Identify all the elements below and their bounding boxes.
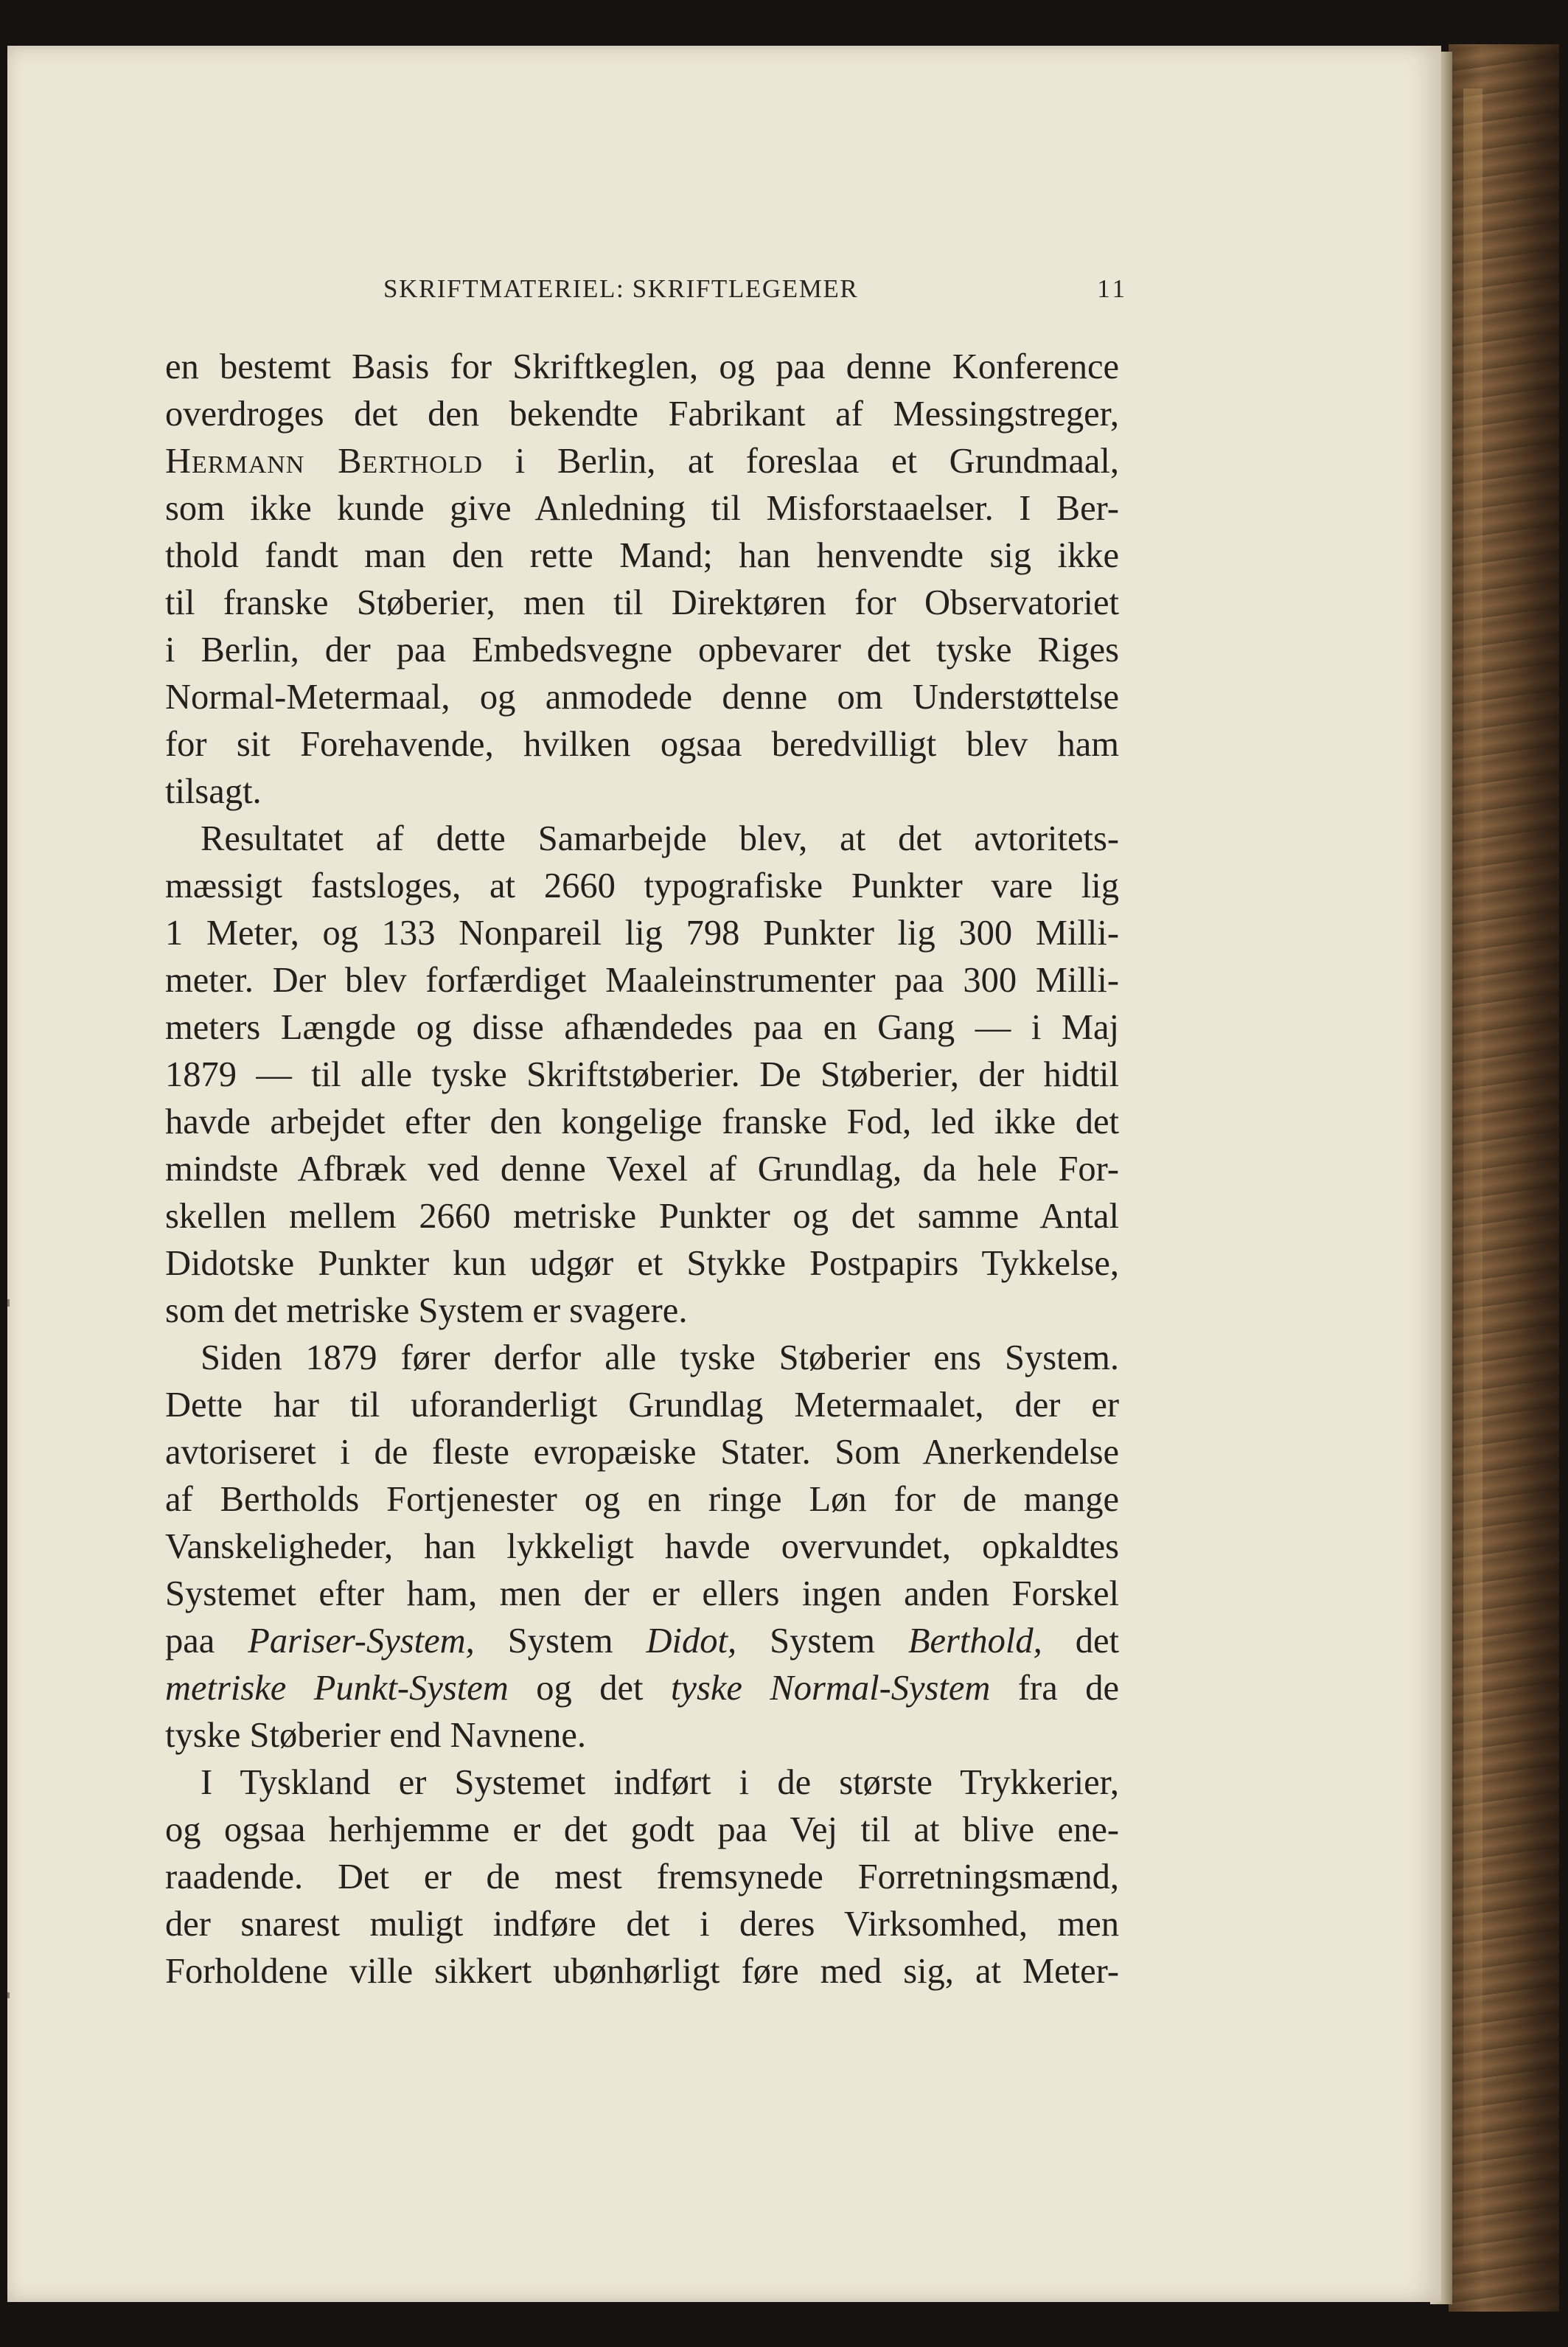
text-segment: mæssigt fastsloges, at 2660 typografiske Punkter vare lig — [165, 866, 1119, 905]
text-segment: thold fandt man den rette Mand; han henvendte sig ikke — [165, 536, 1119, 575]
text-segment: havde arbejdet efter den kongelige franske Fod, led ikke det — [165, 1102, 1119, 1141]
text-segment: I Tyskland er Systemet indført i de største Trykkerier, — [201, 1763, 1119, 1802]
text-line — [165, 721, 1119, 768]
text-line — [165, 1240, 1119, 1287]
text-segment: til franske Støberier, men til Direktøren for Observatoriet — [165, 583, 1119, 622]
text-segment: System — [474, 1621, 647, 1661]
text-segment: og det — [508, 1669, 671, 1708]
text-line — [165, 768, 1119, 816]
text-segment: meter. Der blev forfærdiget Maaleinstrumenter paa 300 Milli- — [165, 961, 1119, 1000]
text-segment: for sit Forehavende, hvilken ogsaa beredvilligt blev ham — [165, 725, 1119, 764]
text-segment: Didotske Punkter kun udgør et Stykke Postpapirs Tykkelse, — [165, 1244, 1119, 1283]
text-segment: Vanskeligheder, han lykkeligt havde overvundet, opkaldtes — [165, 1527, 1119, 1566]
text-segment: System — [736, 1621, 908, 1661]
text-segment: Systemet efter ham, men der er ellers ingen anden Forskel — [165, 1574, 1119, 1613]
text-segment: overdroges det den bekendte Fabrikant af Messingstreger, — [165, 394, 1119, 434]
text-line — [165, 532, 1119, 580]
text-segment: raadende. Det er de mest fremsynede Forretningsmænd, — [165, 1857, 1119, 1896]
text-segment: Hermann Berthold — [165, 442, 484, 481]
text-segment: som det metriske System er svagere. — [165, 1291, 688, 1330]
text-line — [165, 485, 1119, 532]
text-line — [165, 1948, 1119, 1995]
text-line — [165, 957, 1119, 1004]
text-segment: Resultatet af dette Samarbejde blev, at det avtoritets- — [201, 819, 1119, 858]
spine-highlight — [1463, 88, 1482, 2264]
text-line — [165, 1099, 1119, 1146]
running-head-title: SKRIFTMATERIEL: SKRIFTLEGEMER — [383, 274, 859, 303]
text-line — [165, 816, 1119, 863]
text-line — [165, 1854, 1119, 1901]
text-segment: tyske Støberier end Navnene. — [165, 1716, 587, 1755]
text-line — [165, 1051, 1119, 1099]
text-segment: fra de — [990, 1669, 1119, 1708]
text-segment: Berthold, — [907, 1621, 1042, 1661]
text-line — [165, 1287, 1119, 1335]
text-segment: paa — [165, 1621, 248, 1661]
text-line — [165, 1382, 1119, 1429]
text-segment: metriske Punkt-System — [165, 1669, 509, 1708]
text-segment: som ikke kunde give Anledning til Misforstaaelser. I Ber- — [165, 489, 1119, 528]
text-line — [165, 1618, 1119, 1665]
scan-speck — [7, 1992, 10, 1998]
text-segment: tilsagt. — [165, 772, 262, 811]
text-line — [165, 438, 1119, 485]
text-line — [165, 1004, 1119, 1051]
text-segment: Dette har til uforanderligt Grundlag Metermaalet, der er — [165, 1385, 1119, 1425]
text-line — [165, 674, 1119, 721]
text-line — [165, 1665, 1119, 1712]
text-line — [165, 1523, 1119, 1571]
text-line — [165, 1193, 1119, 1240]
text-line — [165, 1335, 1119, 1382]
text-segment: skellen mellem 2660 metriske Punkter og det samme Antal — [165, 1197, 1119, 1236]
text-line — [165, 1759, 1119, 1807]
text-line — [165, 910, 1119, 957]
text-segment: Didot, — [646, 1621, 737, 1661]
text-line — [165, 863, 1119, 910]
text-line — [165, 344, 1119, 391]
text-line — [165, 580, 1119, 627]
text-segment: tyske Normal-System — [670, 1669, 991, 1708]
scan-speck — [7, 1299, 10, 1307]
text-line — [165, 1901, 1119, 1948]
page-number: 11 — [1097, 274, 1128, 303]
text-line — [165, 1476, 1119, 1523]
text-segment: mindste Afbræk ved denne Vexel af Grundlag, da hele For- — [165, 1150, 1119, 1189]
text-segment: Normal-Metermaal, og anmodede denne om Understøttelse — [165, 678, 1119, 717]
text-line — [165, 1429, 1119, 1476]
text-segment: i Berlin, at foreslaa et Grundmaal, — [483, 442, 1119, 481]
text-segment: af Bertholds Fortjenester og en ringe Løn for de mange — [165, 1480, 1119, 1519]
text-segment: det — [1042, 1621, 1119, 1661]
running-head — [383, 274, 1128, 311]
text-segment: 1 Meter, og 133 Nonpareil lig 798 Punkter lig 300 Milli- — [165, 914, 1119, 953]
text-segment: der snarest muligt indføre det i deres Virksomhed, men — [165, 1905, 1119, 1944]
text-line — [165, 1807, 1119, 1854]
text-segment: avtoriseret i de fleste evropæiske Stater. Som Anerkendelse — [165, 1433, 1119, 1472]
text-segment: 1879 — til alle tyske Skriftstøberier. De Støberier, der hidtil — [165, 1055, 1119, 1094]
text-segment: en bestemt Basis for Skriftkeglen, og paa denne Konference — [165, 347, 1119, 386]
text-line — [165, 627, 1119, 674]
text-line — [165, 391, 1119, 438]
text-segment: Pariser-System, — [248, 1621, 475, 1661]
text-line — [165, 1712, 1119, 1759]
text-segment: og ogsaa herhjemme er det godt paa Vej til at blive ene- — [165, 1810, 1119, 1849]
text-segment: Siden 1879 fører derfor alle tyske Støberier ens System. — [201, 1338, 1119, 1377]
text-line — [165, 1571, 1119, 1618]
text-segment: meters Længde og disse afhændedes paa en Gang — i Maj — [165, 1008, 1119, 1047]
text-segment: i Berlin, der paa Embedsvegne opbevarer det tyske Riges — [165, 630, 1119, 670]
text-segment: Forholdene ville sikkert ubønhørligt føre med sig, at Meter- — [165, 1952, 1119, 1991]
text-line — [165, 1146, 1119, 1193]
